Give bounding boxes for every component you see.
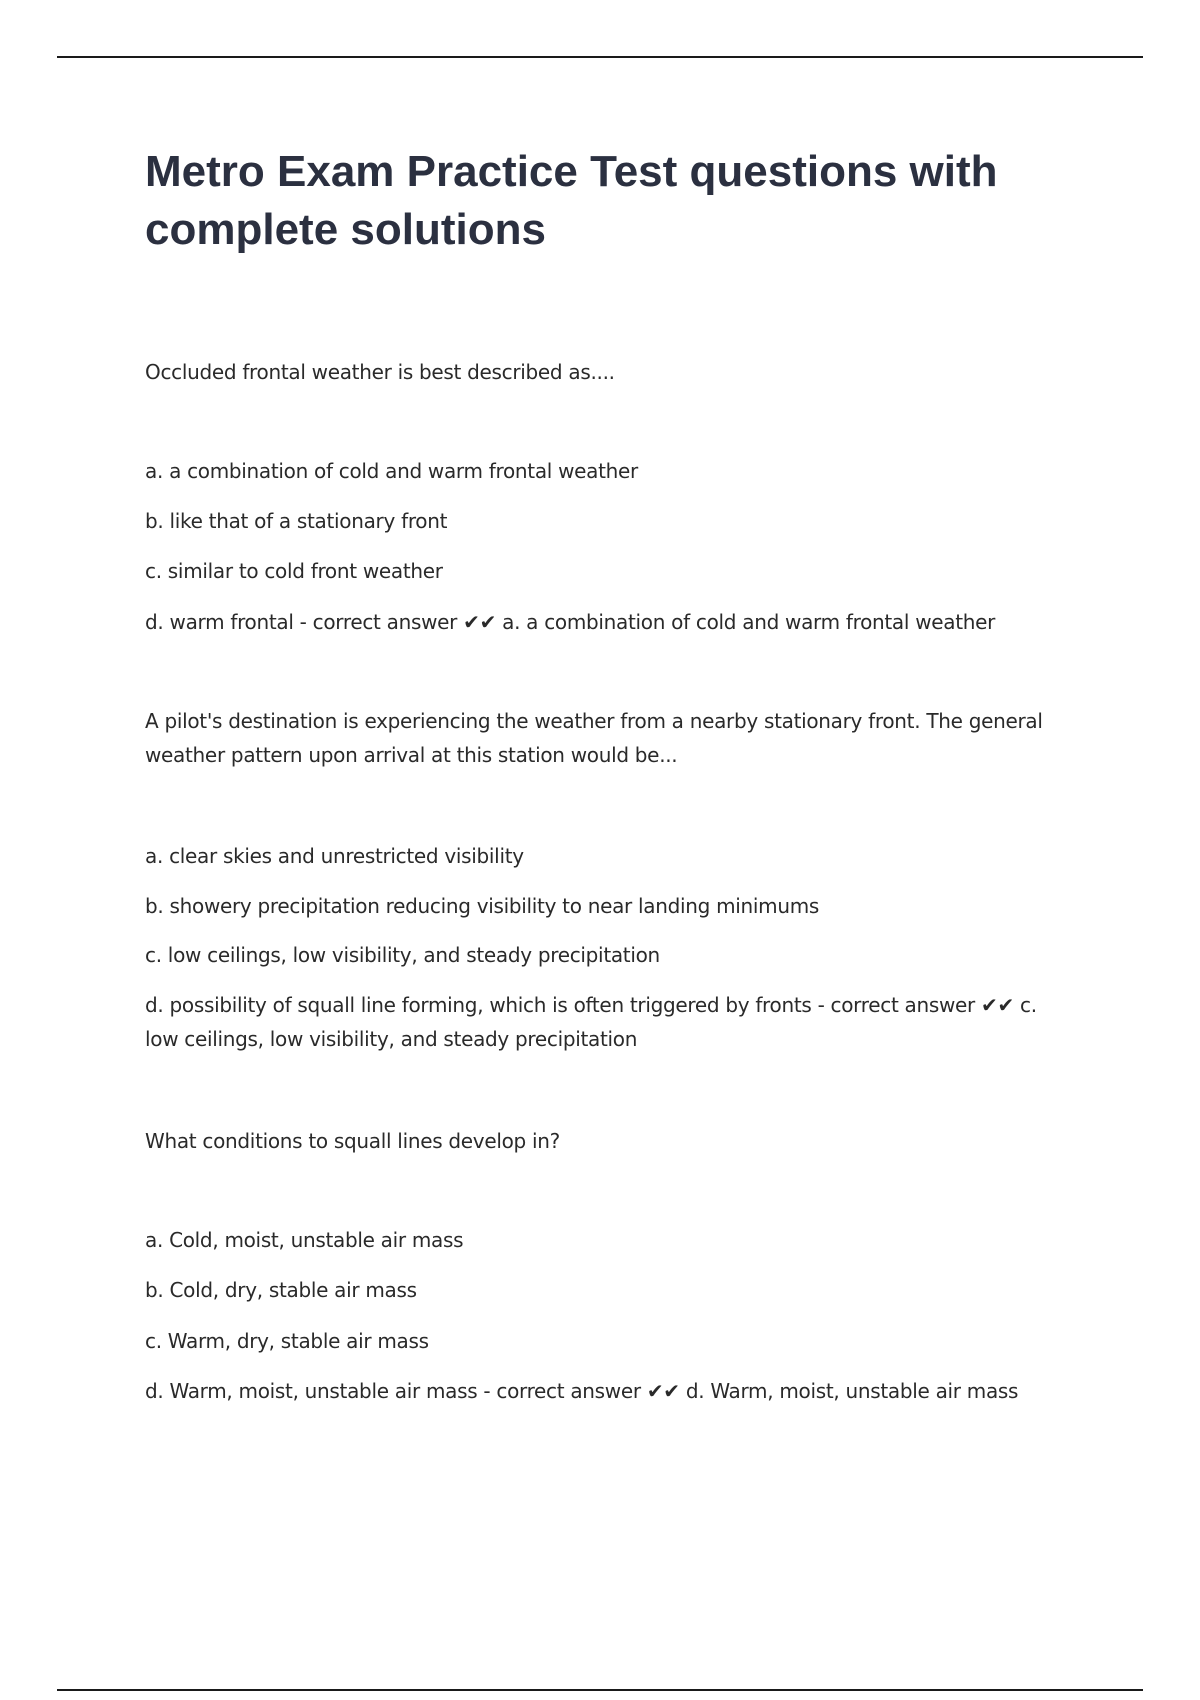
question-1-option-c: c. similar to cold front weather xyxy=(145,559,443,583)
question-1-option-a: a. a combination of cold and warm frontal weather xyxy=(145,459,638,483)
question-1-prompt: Occluded frontal weather is best described as.... xyxy=(145,360,615,384)
top-rule xyxy=(57,56,1143,58)
question-2-prompt: A pilot's destination is experiencing the weather from a nearby stationary front. The general weather pattern upon arrival at this station would be... xyxy=(145,709,1043,767)
question-2-option-c: c. low ceilings, low visibility, and steady precipitation xyxy=(145,943,660,967)
question-3-option-c: c. Warm, dry, stable air mass xyxy=(145,1329,429,1353)
question-3-prompt: What conditions to squall lines develop in? xyxy=(145,1129,560,1153)
question-3-option-b: b. Cold, dry, stable air mass xyxy=(145,1278,417,1302)
document-title: Metro Exam Practice Test questions with complete solutions xyxy=(145,147,998,254)
question-2-option-a: a. clear skies and unrestricted visibility xyxy=(145,844,524,868)
question-3-option-d-answer: d. Warm, moist, unstable air mass - correct answer ✔✔ d. Warm, moist, unstable air mass xyxy=(145,1379,1019,1403)
bottom-rule xyxy=(57,1689,1143,1691)
question-1-option-d-answer: d. warm frontal - correct answer ✔✔ a. a combination of cold and warm frontal weather xyxy=(145,610,996,634)
question-2-option-b: b. showery precipitation reducing visibility to near landing minimums xyxy=(145,894,820,918)
question-2-option-d-answer: d. possibility of squall line forming, which is often triggered by fronts - correct answer ✔✔ c. low ceilings, low visibility, and steady precipitation xyxy=(145,993,1037,1051)
question-3-option-a: a. Cold, moist, unstable air mass xyxy=(145,1228,464,1252)
question-1-option-b: b. like that of a stationary front xyxy=(145,509,448,533)
